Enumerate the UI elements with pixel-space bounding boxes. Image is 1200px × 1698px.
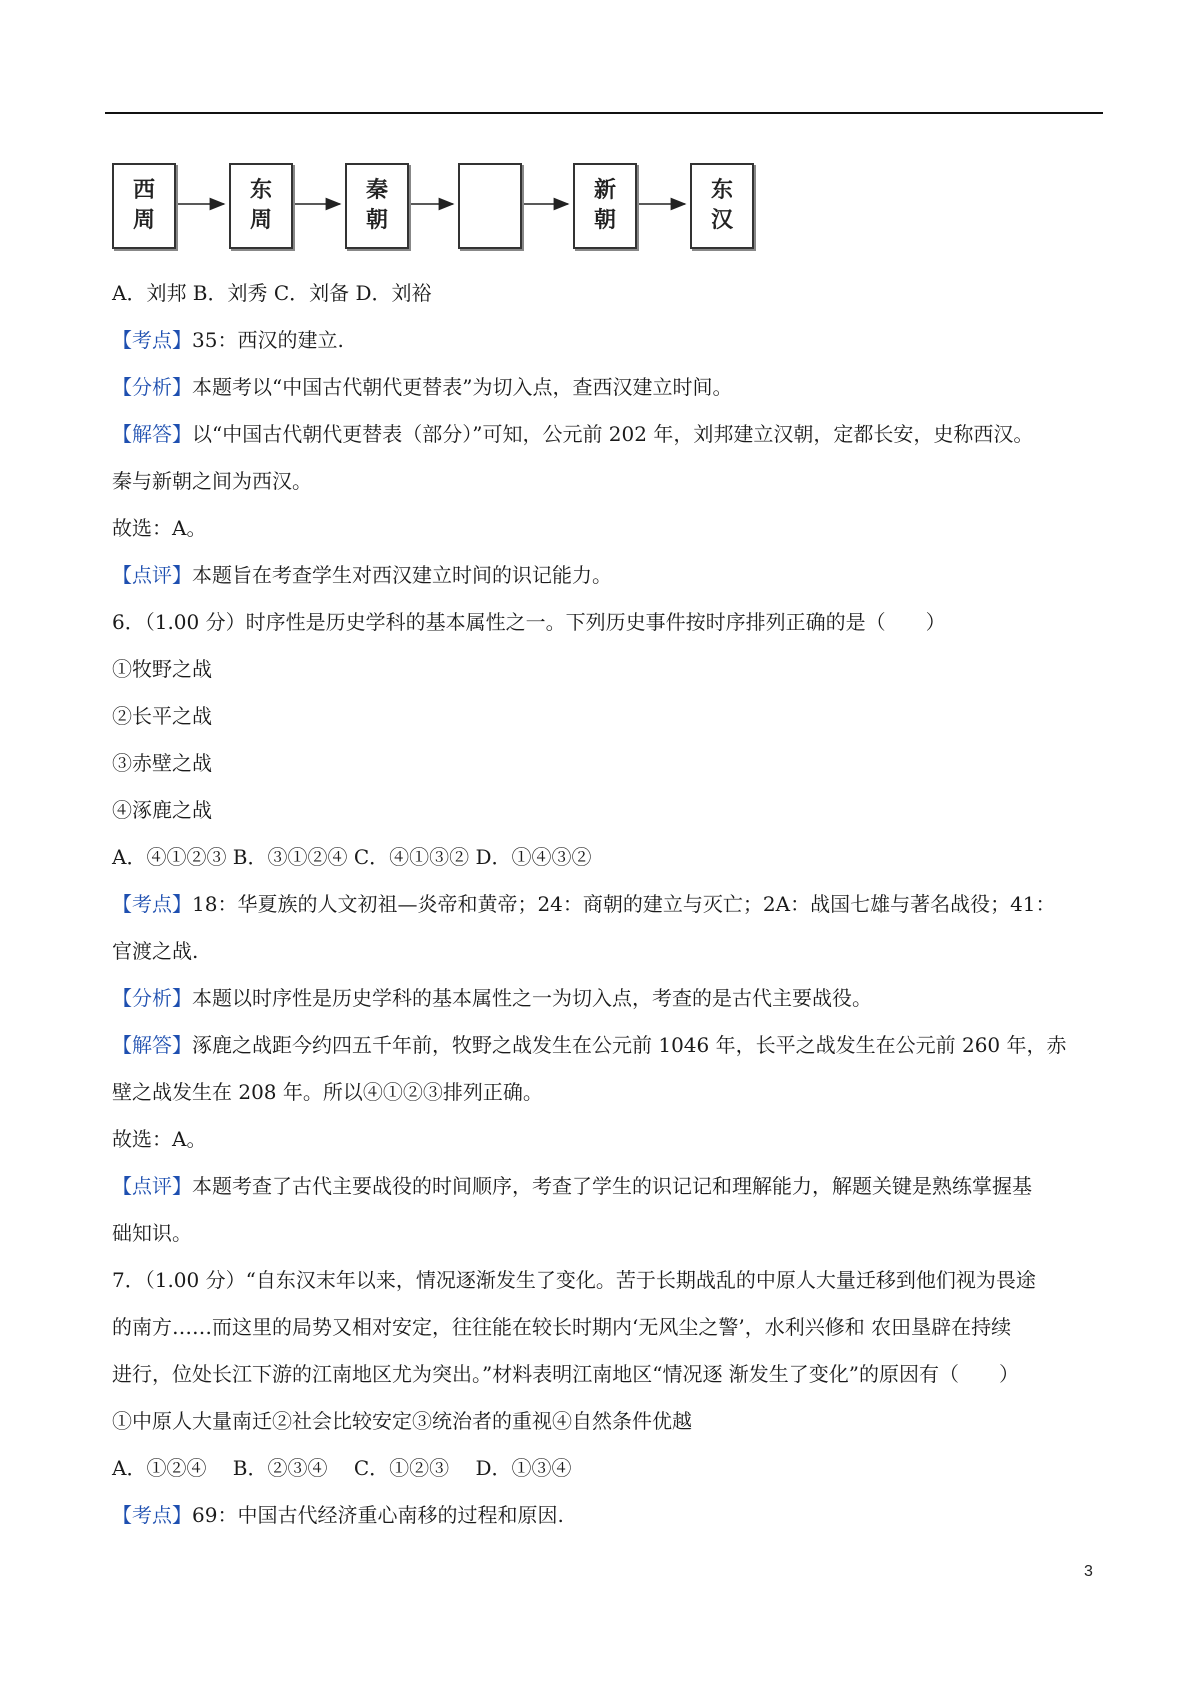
text-line [112,646,1102,693]
line-text: 6．（1.00 分）时序性是历史学科的基本属性之一。下列历史事件按时序排列正确的是（ ） [112,610,946,634]
section-tag: 【点评】 [112,563,192,587]
line-text: 7．（1.00 分）“自东汉末年以来，情况逐渐发生了变化。苦于长期战乱的中原人大量迁移到他们视为畏途 [112,1268,1036,1292]
text-line [112,1163,1102,1210]
line-text: 35：西汉的建立. [192,328,344,352]
line-text: ④涿鹿之战 [112,798,212,822]
text-line [112,693,1102,740]
line-text: 的南方……而这里的局势又相对安定，往往能在较长时期内‘无风尘之警’，水利兴修和 农田垦辟在持续 [112,1315,1012,1339]
line-text: 18：华夏族的人文初祖—炎帝和黄帝；24：商朝的建立与灭亡；2A：战国七雄与著名战役；41： [192,892,1056,916]
line-text: 故选：A。 [112,516,207,540]
section-tag: 【考点】 [112,328,192,352]
section-tag: 【解答】 [112,1033,192,1057]
line-text: 本题考以“中国古代朝代更替表”为切入点，查西汉建立时间。 [192,375,733,399]
line-text: 69：中国古代经济重心南移的过程和原因. [192,1503,564,1527]
line-text: 进行，位处长江下游的江南地区尤为突出。”材料表明江南地区“情况逐 渐发生了变化”的原因有（ ） [112,1362,1020,1386]
line-text: A．刘邦 B．刘秀 C．刘备 D．刘裕 [112,281,432,305]
section-tag: 【点评】 [112,1174,192,1198]
line-text: 本题考查了古代主要战役的时间顺序，考查了学生的识记记和理解能力，解题关键是熟练掌握基 [192,1174,1032,1198]
text-line [112,1210,1102,1257]
dynasty-label: 秦 朝 [365,177,388,233]
dynasty-box [573,163,637,249]
text-line [112,881,1102,928]
text-line [112,270,1102,317]
text-line [112,1445,1102,1492]
dynasty-label: 西 周 [132,177,155,233]
line-text: 涿鹿之战距今约四五千年前，牧野之战发生在公元前 1046 年，长平之战发生在公元前 260 年，赤 [192,1033,1067,1057]
section-tag: 【考点】 [112,1503,192,1527]
text-line [112,458,1102,505]
text-line [112,1351,1102,1398]
text-line [112,364,1102,411]
text-line [112,1398,1102,1445]
line-text: ②长平之战 [112,704,212,728]
line-text: ①中原人大量南迁②社会比较安定③统治者的重视④自然条件优越 [112,1409,692,1433]
dynasty-flow-diagram [112,163,832,253]
text-line [112,1022,1102,1069]
text-line [112,505,1102,552]
text-line [112,411,1102,458]
document-body [112,270,1102,1539]
line-text: A．④①②③ B．③①②④ C．④①③② D．①④③② [112,845,592,869]
line-text: 本题以时序性是历史学科的基本属性之一为切入点，考查的是古代主要战役。 [192,986,872,1010]
text-line [112,1304,1102,1351]
section-tag: 【解答】 [112,422,192,446]
text-line [112,1069,1102,1116]
text-line [112,975,1102,1022]
line-text: A．①②④ B．②③④ C．①②③ D．①③④ [112,1456,572,1480]
text-line [112,1492,1102,1539]
line-text: 官渡之战. [112,939,199,963]
line-text: 故选：A。 [112,1127,207,1151]
line-text: 础知识。 [112,1221,192,1245]
dynasty-label: 东 汉 [710,177,733,233]
text-line [112,928,1102,975]
section-tag: 【分析】 [112,986,192,1010]
line-text: ①牧野之战 [112,657,212,681]
dynasty-box-blank [458,163,522,249]
dynasty-box [345,163,409,249]
text-line [112,552,1102,599]
line-text: ③赤壁之战 [112,751,212,775]
dynasty-label: 新 朝 [593,177,616,233]
dynasty-box [690,163,754,249]
dynasty-box [229,163,293,249]
page-number: 3 [1084,1563,1093,1580]
text-line [112,740,1102,787]
line-text: 壁之战发生在 208 年。所以④①②③排列正确。 [112,1080,543,1104]
line-text: 以“中国古代朝代更替表（部分）”可知，公元前 202 年，刘邦建立汉朝，定都长安，史称西汉。 [192,422,1034,446]
dynasty-label: 东 周 [249,177,272,233]
text-line [112,317,1102,364]
section-tag: 【考点】 [112,892,192,916]
text-line [112,1257,1102,1304]
text-line [112,1116,1102,1163]
dynasty-box [112,163,176,249]
line-text: 秦与新朝之间为西汉。 [112,469,312,493]
line-text: 本题旨在考查学生对西汉建立时间的识记能力。 [192,563,612,587]
text-line [112,834,1102,881]
header-rule [105,112,1103,114]
text-line [112,599,1102,646]
section-tag: 【分析】 [112,375,192,399]
text-line [112,787,1102,834]
